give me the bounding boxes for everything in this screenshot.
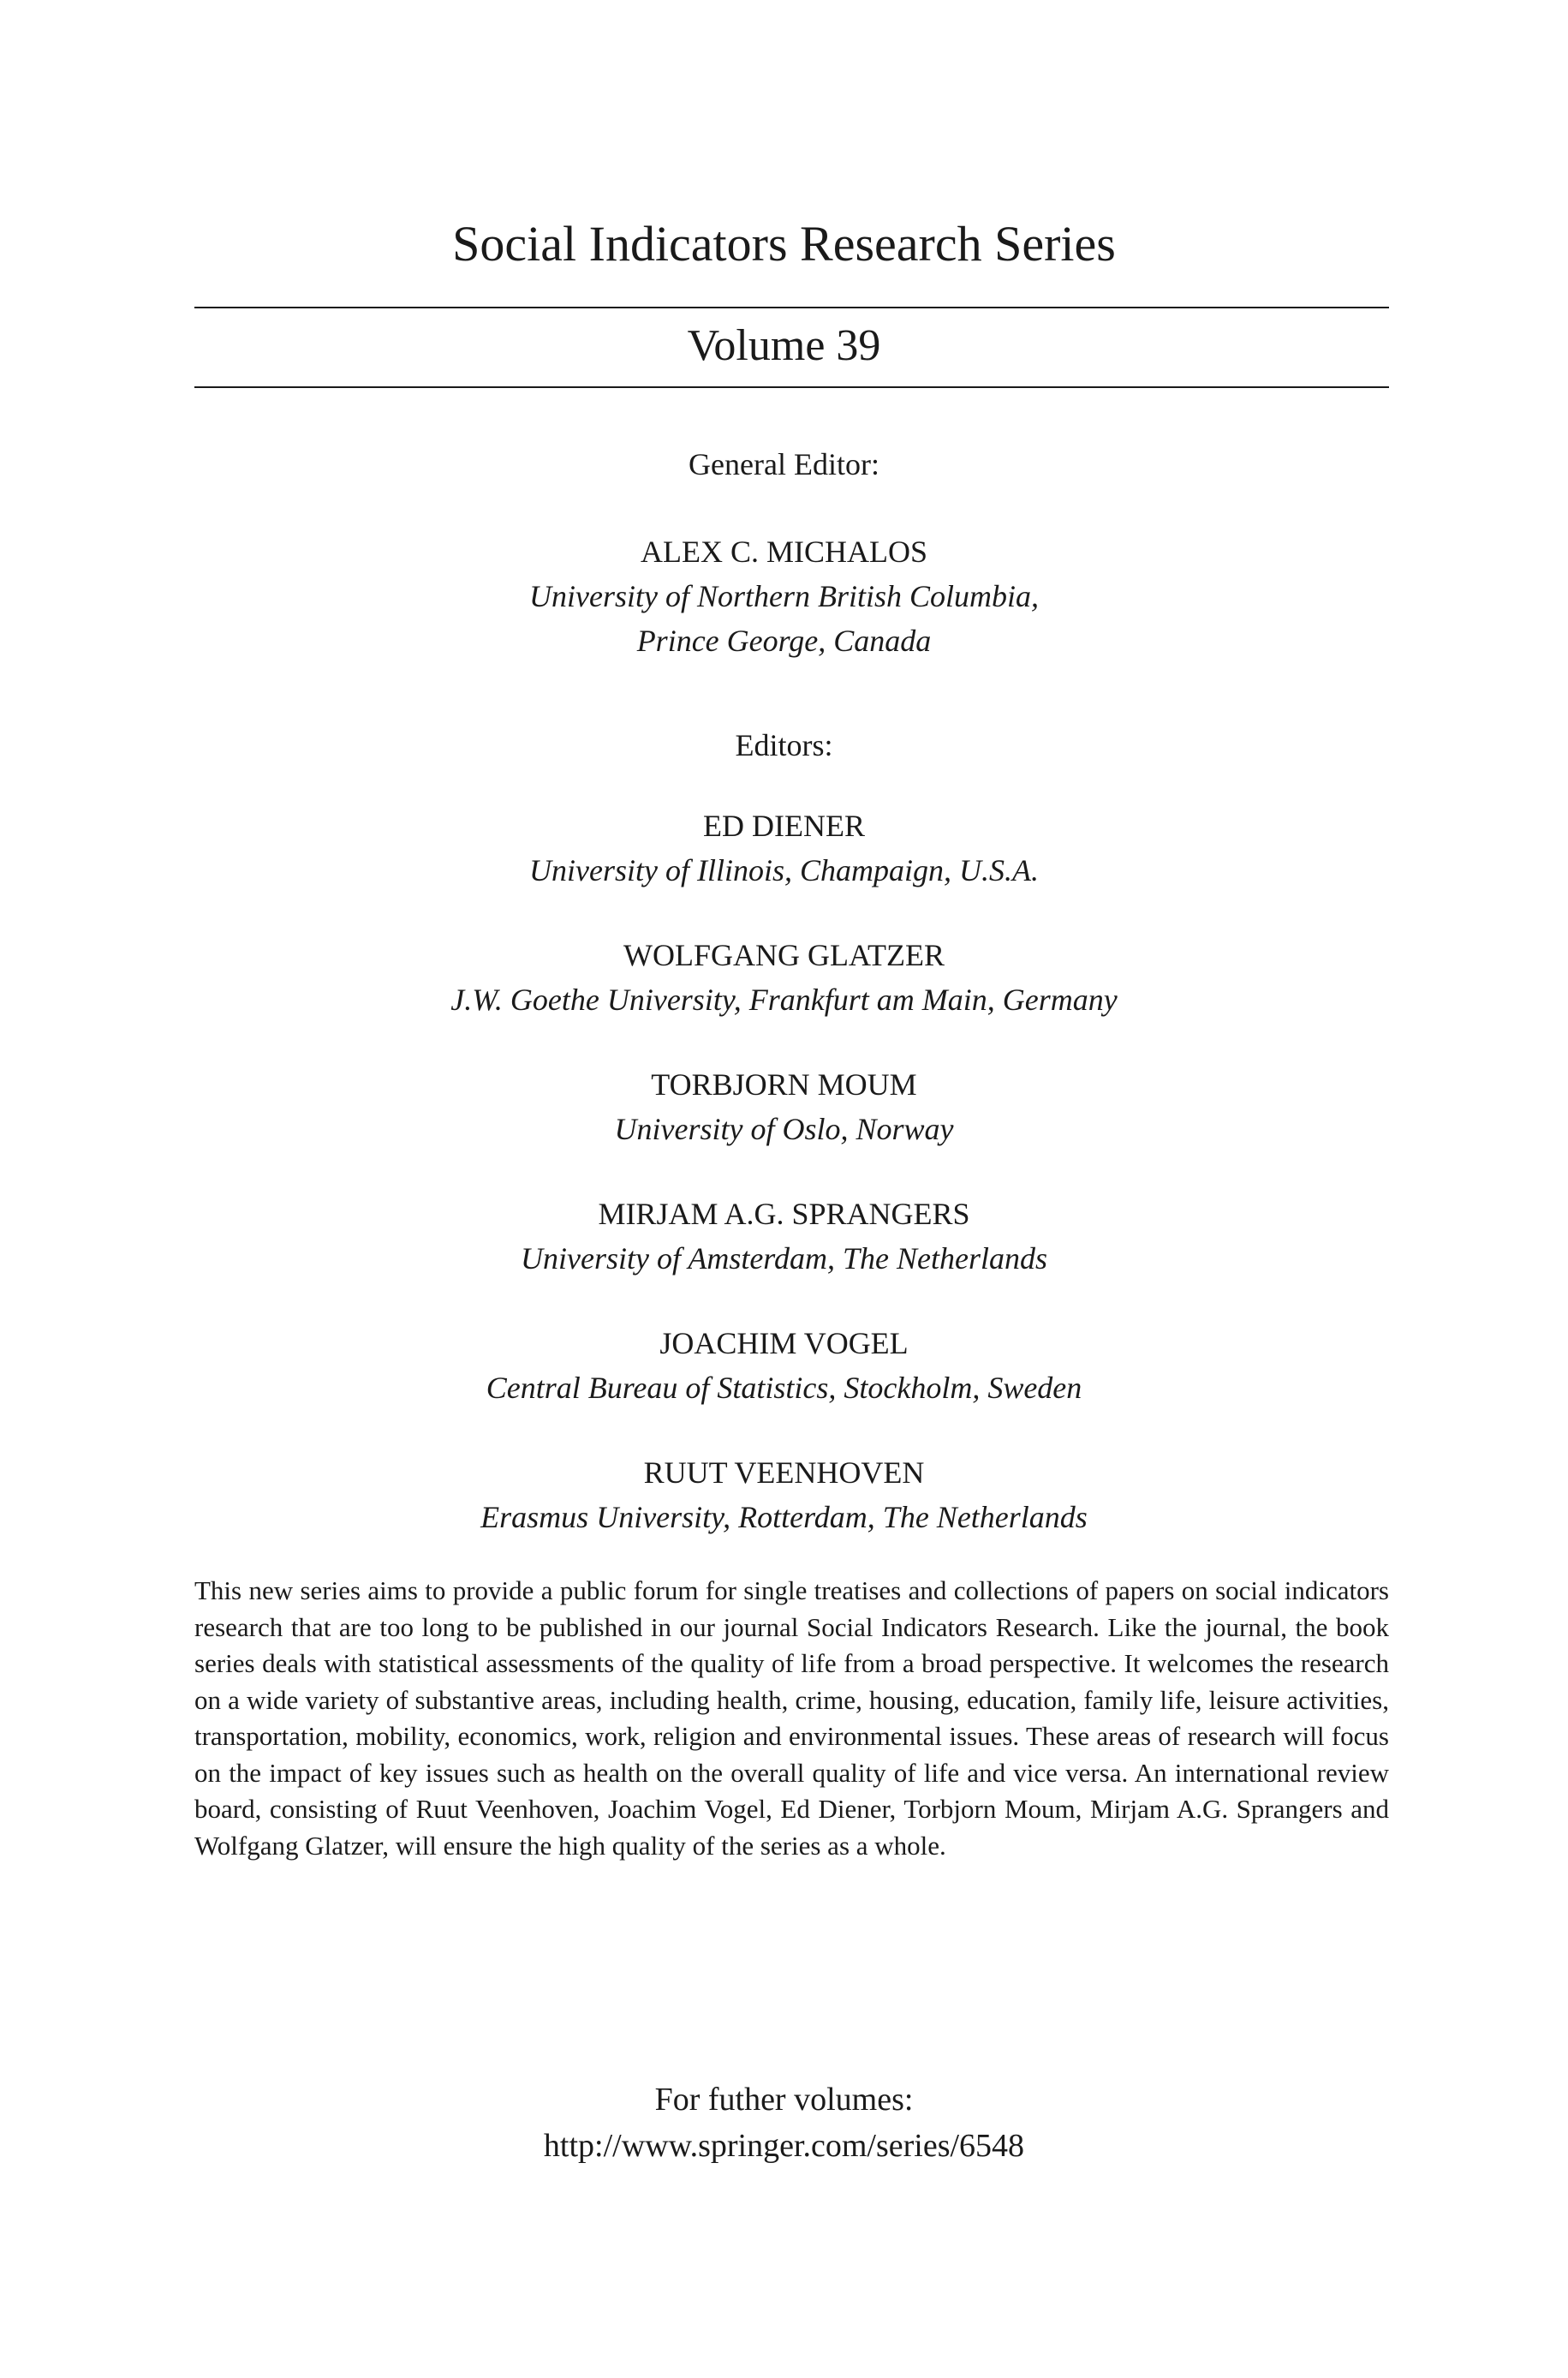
- general-editor-name: ALEX C. MICHALOS: [640, 535, 927, 569]
- editor-name: MIRJAM A.G. SPRANGERS: [598, 1197, 970, 1231]
- series-url: http://www.springer.com/series/6548: [543, 2128, 1025, 2164]
- editor-entry: [0, 1450, 1568, 1539]
- editor-entry: [0, 804, 1568, 893]
- editors-label: Editors:: [735, 728, 833, 762]
- top-rule: [194, 307, 1389, 308]
- bottom-rule: [194, 386, 1389, 388]
- series-title: Social Indicators Research Series: [452, 216, 1116, 272]
- editor-affiliation: J.W. Goethe University, Frankfurt am Main, Germany: [450, 983, 1118, 1017]
- editor-name: WOLFGANG GLATZER: [623, 938, 945, 972]
- editor-affiliation: Central Bureau of Statistics, Stockholm, Sweden: [486, 1371, 1082, 1405]
- editor-name: ED DIENER: [703, 809, 865, 843]
- editor-affiliation: University of Amsterdam, The Netherlands: [521, 1241, 1047, 1276]
- editor-affiliation: University of Oslo, Norway: [614, 1112, 954, 1146]
- editor-name: TORBJORN MOUM: [651, 1067, 917, 1102]
- editor-entry: [0, 1062, 1568, 1151]
- series-description: This new series aims to provide a public forum for single treatises and collections of papers on social indicators research that are too long to be published in our journal Social Indicators Research. Like the journal, the book series deals with statistical assessments of the quality of life from a broad perspective. It welcomes the research on a wide variety of substantive areas, including health, crime, housing, education, family life, leisure activities, transportation, mobility, economics, work, religion and environmental issues. These areas of research will focus on the impact of key issues such as health on the overall quality of life and vice versa. An international review board, consisting of Ruut Veenhoven, Joachim Vogel, Ed Diener, Torbjorn Moum, Mirjam A.G. Sprangers and Wolfgang Glatzer, will ensure the high quality of the series as a whole.: [194, 1575, 1389, 1861]
- general-editor-affiliation-line: Prince George, Canada: [636, 624, 932, 658]
- editor-affiliation: University of Illinois, Champaign, U.S.A.: [529, 853, 1039, 887]
- general-editor-affiliation-line: University of Northern British Columbia,: [528, 579, 1039, 613]
- editor-affiliation: Erasmus University, Rotterdam, The Netherlands: [480, 1500, 1088, 1534]
- further-volumes-label: For futher volumes:: [654, 2082, 914, 2118]
- general-editor-section: [0, 442, 1568, 663]
- volume-number: Volume 39: [687, 321, 881, 370]
- editor-name: RUUT VEENHOVEN: [643, 1455, 925, 1490]
- general-editor-label: General Editor:: [689, 447, 879, 481]
- editor-entry: [0, 933, 1568, 1022]
- further-volumes: [0, 2076, 1568, 2169]
- editor-entry: [0, 1192, 1568, 1281]
- editor-name: JOACHIM VOGEL: [659, 1326, 909, 1360]
- editor-entry: [0, 1321, 1568, 1410]
